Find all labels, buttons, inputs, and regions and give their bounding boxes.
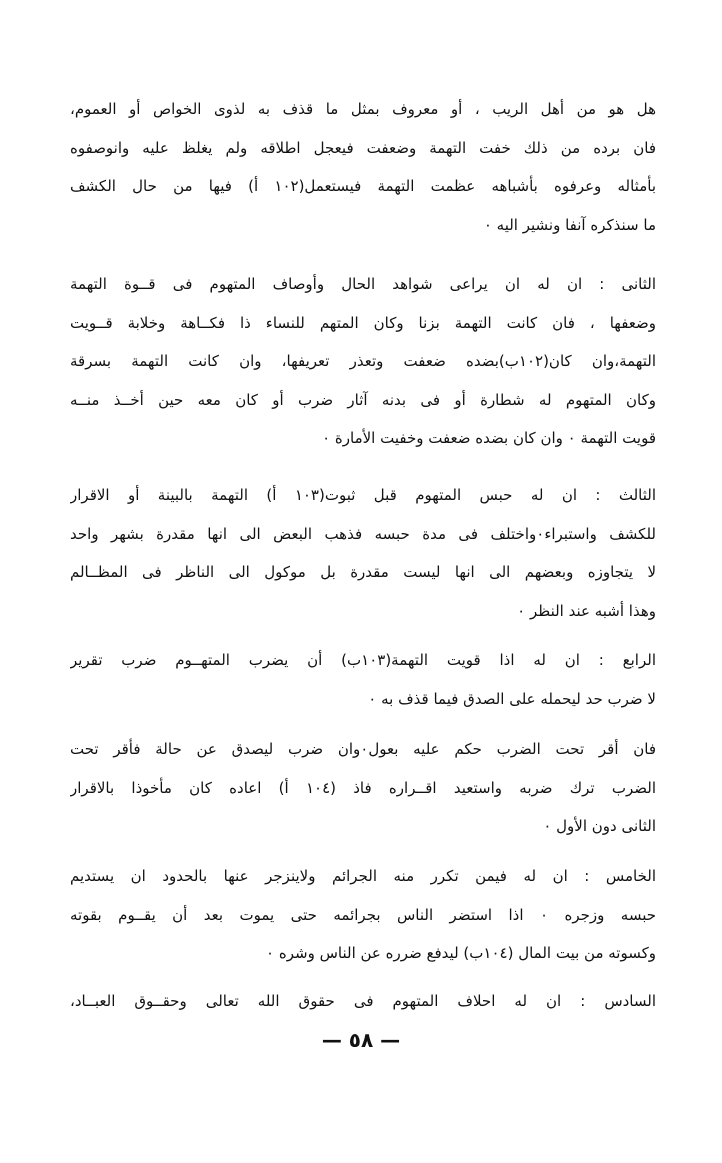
text-line: حبسه وزجره ٠ اذا استضر الناس بجرائمه حتى يموت بعد أن يقــوم بقوته (70, 905, 656, 924)
text-line: قويت التهمة ٠ وان كان بضده ضعفت وخفيت الأمارة ٠ (322, 429, 656, 447)
text-line: الخامس : ان له فيمن تكرر منه الجرائم ولاينزجر عنها بالحدود ان يستديم (70, 867, 656, 885)
text-line: وضعفها ، فان كانت التهمة بزنا وكان المتهم للنساء ذا فكــاهة وخلابة قــويت (70, 313, 656, 332)
paragraph-1 (70, 90, 656, 244)
text-line: لا يتجاوزه وبعضهم الى انها ليست مقدرة بل موكول الى الناظر فى المظــالم (70, 563, 656, 581)
paragraph-2 (70, 265, 656, 458)
text-line: وكان المتهوم له شطارة أو فى بدنه آثار ضرب أو كان معه حين أخــذ منــه (70, 390, 656, 409)
text-line: التهمة،وان كان(١٠٢ب)بضده ضعفت وتعذر تعريفها، وان كانت التهمة بسرقة (70, 352, 656, 370)
page-number: — ٥٨ — (321, 1028, 401, 1052)
paragraph-4 (70, 641, 656, 718)
text-line: وكسوته من بيت المال (١٠٤ب) ليدفع ضرره عن الناس وشره ٠ (266, 944, 656, 962)
text-line: ما سنذكره آنفا ونشير اليه ٠ (483, 215, 656, 234)
text-line: السادس : ان له احلاف المتهوم فى حقوق الله تعالى وحقــوق العبــاد، (70, 992, 656, 1010)
paragraph-6 (70, 857, 656, 973)
text-line: الثانى دون الأول ٠ (543, 817, 656, 835)
text-line: الثالث : ان له حبس المتهوم قبل ثبوت(١٠٣ أ) التهمة بالبينة أو الاقرار (70, 486, 656, 504)
paragraph-3 (70, 476, 656, 630)
text-line: فان أقر تحت الضرب حكم عليه بعول٠وان ضرب ليصدق عن حالة فأقر تحت (70, 740, 656, 758)
text-line: فان برده من ذلك خفت التهمة وضعفت فيعجل اطلاقه ولم يغلظ عليه وانوصفوه (70, 138, 656, 157)
paragraph-5 (70, 730, 656, 846)
text-line: الرابع : ان له اذا قويت التهمة(١٠٣ب) أن يضرب المتهــوم ضرب تقرير (70, 651, 656, 669)
text-line: للكشف واستبراء٠واختلف فى مدة حبسه فذهب البعض الى انها مقدرة بشهر واحد (70, 524, 656, 543)
text-line: هل هو من أهل الريب ، أو معروف بمثل ما قذف به لذوى الخواص أو العموم، (70, 100, 656, 118)
text-line: الضرب ترك ضربه واستعيد اقــراره فاذ (١٠٤ أ) اعاده كان مأخوذا بالاقرار (70, 778, 656, 797)
text-line: بأمثاله وعرفوه بأشباهه عظمت التهمة فيستعمل(١٠٢ أ) فيها من حال الكشف (70, 177, 656, 195)
paragraph-7 (70, 982, 656, 1021)
text-line: لا ضرب حد ليحمله على الصدق فيما قذف به ٠ (368, 689, 656, 708)
text-line: الثانى : ان له ان يراعى شواهد الحال وأوصاف المتهوم فى قــوة التهمة (70, 275, 656, 293)
text-line: وهذا أشبه عند النظر ٠ (517, 601, 656, 620)
